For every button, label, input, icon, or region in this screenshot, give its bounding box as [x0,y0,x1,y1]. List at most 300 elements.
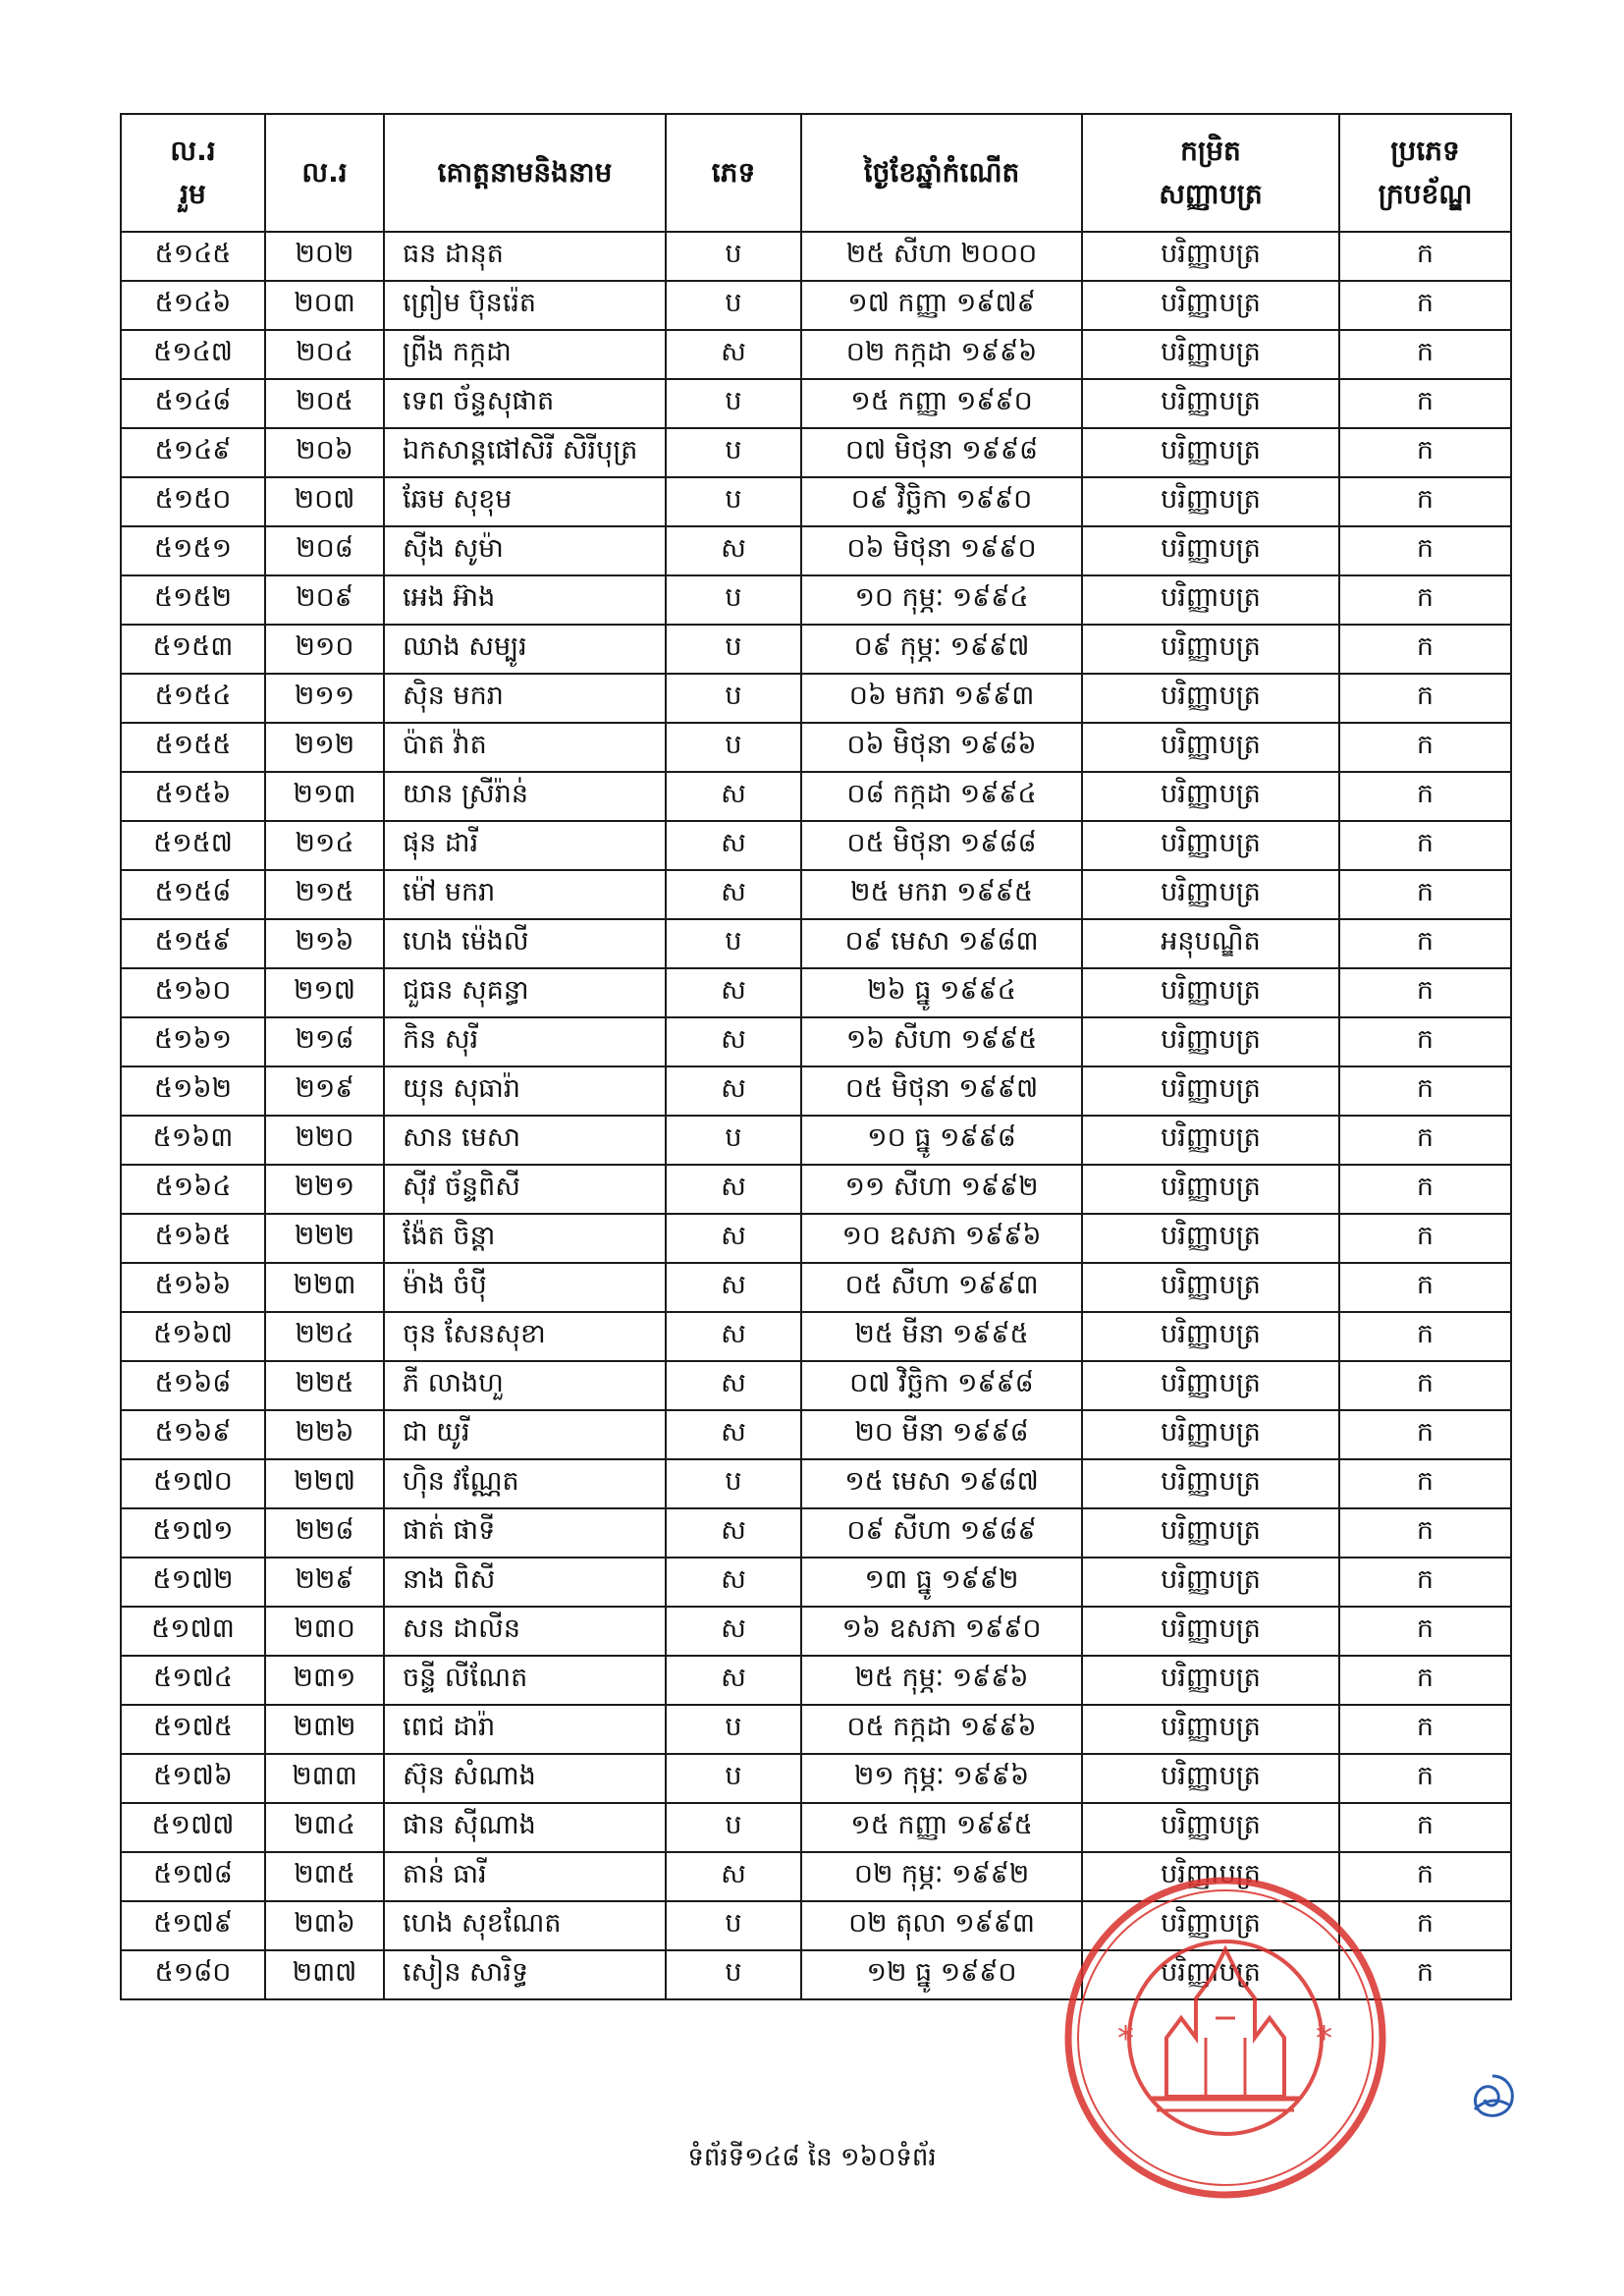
cell-sex: ស [666,1312,801,1361]
cell-degree-level: បរិញ្ញាបត្រ [1082,330,1339,379]
cell-full-name: តាន់ ធារី [384,1852,666,1901]
cell-date-of-birth: ១១ សីហា ១៩៩២ [801,1165,1082,1214]
cell-framework-type: ក [1339,625,1511,674]
cell-sex: ស [666,1852,801,1901]
cell-no: ២០៦ [265,428,384,477]
cell-degree-level: បរិញ្ញាបត្រ [1082,1214,1339,1263]
cell-full-name: ម៉ៅ មករា [384,870,666,919]
cell-framework-type: ក [1339,281,1511,330]
cell-total-no: ៥១៧៨ [121,1852,265,1901]
cell-date-of-birth: ២៥ មីនា ១៩៩៥ [801,1312,1082,1361]
cell-date-of-birth: ០៩ កុម្ភៈ ១៩៩៧ [801,625,1082,674]
cell-full-name: ជា យូរី [384,1410,666,1459]
cell-total-no: ៥១៥១ [121,526,265,575]
cell-date-of-birth: ២៥ កុម្ភៈ ១៩៩៦ [801,1656,1082,1705]
cell-framework-type: ក [1339,1656,1511,1705]
table-header-row [121,114,1511,232]
cell-date-of-birth: ០៦ មករា ១៩៩៣ [801,674,1082,723]
cell-sex: ប [666,281,801,330]
cell-total-no: ៥១៦៥ [121,1214,265,1263]
cell-degree-level: បរិញ្ញាបត្រ [1082,821,1339,870]
cell-framework-type: ក [1339,1017,1511,1066]
cell-no: ២២៩ [265,1558,384,1607]
cell-full-name: ព្រីង កក្កដា [384,330,666,379]
cell-no: ២១៥ [265,870,384,919]
cell-sex: ប [666,1705,801,1754]
cell-full-name: សន ដាលីន [384,1607,666,1656]
cell-date-of-birth: ០៩ វិច្ឆិកា ១៩៩០ [801,477,1082,526]
header-degree-level: កម្រិត សញ្ញាបត្រ [1082,114,1339,232]
cell-sex: ប [666,477,801,526]
cell-framework-type: ក [1339,919,1511,968]
cell-total-no: ៥១៨០ [121,1950,265,1999]
cell-degree-level: បរិញ្ញាបត្រ [1082,1950,1339,1999]
cell-full-name: ង៉ែត ចិន្តា [384,1214,666,1263]
cell-degree-level: បរិញ្ញាបត្រ [1082,772,1339,821]
table-row [121,1017,1511,1066]
table-row [121,1459,1511,1508]
cell-no: ២១៦ [265,919,384,968]
header-date-of-birth: ថ្ងៃខែឆ្នាំកំណើត [801,114,1082,232]
table-row [121,1607,1511,1656]
cell-date-of-birth: ២៦ ធ្នូ ១៩៩៤ [801,968,1082,1017]
cell-full-name: ហ៊ិន វណ្ណែត [384,1459,666,1508]
cell-full-name: ស៊ីង សូម៉ា [384,526,666,575]
cell-date-of-birth: ០២ កក្កដា ១៩៩៦ [801,330,1082,379]
cell-date-of-birth: ២០ មីនា ១៩៩៨ [801,1410,1082,1459]
cell-full-name: ផាត់ ផាទី [384,1508,666,1558]
cell-sex: ប [666,232,801,281]
cell-sex: ស [666,968,801,1017]
cell-total-no: ៥១៥០ [121,477,265,526]
table-row [121,1901,1511,1950]
cell-no: ២១១ [265,674,384,723]
cell-degree-level: បរិញ្ញាបត្រ [1082,428,1339,477]
cell-full-name: ផុន ដារី [384,821,666,870]
cell-sex: ស [666,821,801,870]
cell-sex: ស [666,1558,801,1607]
cell-date-of-birth: ០៩ សីហា ១៩៨៩ [801,1508,1082,1558]
cell-no: ២២២ [265,1214,384,1263]
cell-full-name: ចន្ទី លីណែត [384,1656,666,1705]
cell-degree-level: បរិញ្ញាបត្រ [1082,1116,1339,1165]
cell-sex: ប [666,1901,801,1950]
cell-sex: ស [666,1361,801,1410]
cell-date-of-birth: ២៥ មករា ១៩៩៥ [801,870,1082,919]
svg-text:*: * [1316,2019,1332,2058]
table-row [121,379,1511,428]
cell-framework-type: ក [1339,1508,1511,1558]
cell-total-no: ៥១៧១ [121,1508,265,1558]
table-row [121,1705,1511,1754]
cell-degree-level: បរិញ្ញាបត្រ [1082,281,1339,330]
cell-total-no: ៥១៧៤ [121,1656,265,1705]
signature-initials-icon [1465,2070,1520,2125]
table-row [121,1852,1511,1901]
cell-framework-type: ក [1339,1901,1511,1950]
cell-no: ២២៧ [265,1459,384,1508]
cell-total-no: ៥១៧៩ [121,1901,265,1950]
cell-sex: ស [666,1263,801,1312]
cell-framework-type: ក [1339,1852,1511,1901]
cell-framework-type: ក [1339,1803,1511,1852]
header-framework-type: ប្រភេទ ក្របខ័ណ្ឌ [1339,114,1511,232]
table-body [121,232,1511,1999]
cell-degree-level: បរិញ្ញាបត្រ [1082,723,1339,772]
cell-no: ២១៣ [265,772,384,821]
header-full-name: គោត្តនាមនិងនាម [384,114,666,232]
cell-no: ២០២ [265,232,384,281]
table-row [121,1116,1511,1165]
cell-no: ២០៧ [265,477,384,526]
cell-no: ២៣០ [265,1607,384,1656]
cell-full-name: ជួធន សុគន្ធា [384,968,666,1017]
cell-framework-type: ក [1339,821,1511,870]
table-row [121,968,1511,1017]
cell-no: ២០៣ [265,281,384,330]
cell-sex: ស [666,1656,801,1705]
cell-total-no: ៥១៧៥ [121,1705,265,1754]
cell-framework-type: ក [1339,1263,1511,1312]
cell-total-no: ៥១៦៩ [121,1410,265,1459]
table-row [121,477,1511,526]
cell-sex: ប [666,625,801,674]
cell-total-no: ៥១៧៣ [121,1607,265,1656]
cell-degree-level: បរិញ្ញាបត្រ [1082,526,1339,575]
cell-no: ២២៣ [265,1263,384,1312]
cell-degree-level: បរិញ្ញាបត្រ [1082,1459,1339,1508]
cell-no: ២០៨ [265,526,384,575]
cell-date-of-birth: ១៣ ធ្នូ ១៩៩២ [801,1558,1082,1607]
cell-degree-level: បរិញ្ញាបត្រ [1082,477,1339,526]
cell-no: ២១០ [265,625,384,674]
cell-full-name: ហេង សុខណែត [384,1901,666,1950]
cell-full-name: សាន មេសា [384,1116,666,1165]
cell-degree-level: បរិញ្ញាបត្រ [1082,1754,1339,1803]
cell-framework-type: ក [1339,1607,1511,1656]
cell-framework-type: ក [1339,1410,1511,1459]
cell-no: ២២៥ [265,1361,384,1410]
cell-total-no: ៥១៧៦ [121,1754,265,1803]
cell-no: ២៣១ [265,1656,384,1705]
cell-framework-type: ក [1339,330,1511,379]
cell-no: ២២១ [265,1165,384,1214]
cell-framework-type: ក [1339,1165,1511,1214]
cell-total-no: ៥១៦៣ [121,1116,265,1165]
cell-date-of-birth: ០៥ មិថុនា ១៩៨៨ [801,821,1082,870]
cell-framework-type: ក [1339,575,1511,625]
cell-degree-level: បរិញ្ញាបត្រ [1082,1607,1339,1656]
cell-sex: ប [666,1803,801,1852]
cell-sex: ប [666,1116,801,1165]
cell-full-name: ពេជ ដារ៉ា [384,1705,666,1754]
cell-no: ២១២ [265,723,384,772]
cell-full-name: ចុន សែនសុខា [384,1312,666,1361]
page-number: ទំព័រទី១៤៨ នៃ ១៦០ទំព័រ [687,2143,937,2172]
cell-date-of-birth: ០២ តុលា ១៩៩៣ [801,1901,1082,1950]
roster-table [120,113,1512,2000]
cell-full-name: ធន ដានុត [384,232,666,281]
cell-full-name: ភី លាងហួ [384,1361,666,1410]
cell-no: ២១៨ [265,1017,384,1066]
cell-full-name: ផាន ស៊ីណាង [384,1803,666,1852]
table-row [121,625,1511,674]
table-row [121,870,1511,919]
cell-full-name: ទេព ច័ន្ទសុផាត [384,379,666,428]
cell-full-name: អេង អ៊ាង [384,575,666,625]
cell-full-name: ឆែម សុខុម [384,477,666,526]
cell-no: ២២៤ [265,1312,384,1361]
table-row [121,1656,1511,1705]
cell-sex: ស [666,1508,801,1558]
table-row [121,1361,1511,1410]
cell-framework-type: ក [1339,1459,1511,1508]
cell-total-no: ៥១៥៧ [121,821,265,870]
cell-date-of-birth: ១២ ធ្នូ ១៩៩០ [801,1950,1082,1999]
table-row [121,1950,1511,1999]
cell-total-no: ៥១៥៥ [121,723,265,772]
cell-no: ២០៩ [265,575,384,625]
cell-sex: ប [666,1459,801,1508]
cell-degree-level: បរិញ្ញាបត្រ [1082,1361,1339,1410]
cell-sex: ស [666,1066,801,1116]
cell-total-no: ៥១៧៧ [121,1803,265,1852]
cell-date-of-birth: ២៥ សីហា ២០០០ [801,232,1082,281]
cell-framework-type: ក [1339,1361,1511,1410]
cell-date-of-birth: ០៥ មិថុនា ១៩៩៧ [801,1066,1082,1116]
cell-date-of-birth: ១០ កុម្ភៈ ១៩៩៤ [801,575,1082,625]
cell-framework-type: ក [1339,968,1511,1017]
cell-sex: ស [666,1165,801,1214]
cell-date-of-birth: ១៥ កញ្ញា ១៩៩៥ [801,1803,1082,1852]
cell-degree-level: បរិញ្ញាបត្រ [1082,1705,1339,1754]
cell-framework-type: ក [1339,526,1511,575]
table-row [121,772,1511,821]
cell-full-name: ស៊ីវ ច័ន្ទពិសី [384,1165,666,1214]
cell-sex: ប [666,428,801,477]
cell-total-no: ៥១៤៩ [121,428,265,477]
cell-framework-type: ក [1339,1312,1511,1361]
table-row [121,919,1511,968]
cell-total-no: ៥១៥៣ [121,625,265,674]
table-row [121,1312,1511,1361]
cell-full-name: យាន ស្រីរ៉ាន់ [384,772,666,821]
cell-no: ២៣៧ [265,1950,384,1999]
table-row [121,1066,1511,1116]
cell-full-name: ប៉ាត វ៉ាត [384,723,666,772]
cell-full-name: ហេង ម៉េងលី [384,919,666,968]
cell-sex: ប [666,575,801,625]
cell-no: ២៣៥ [265,1852,384,1901]
cell-sex: ប [666,379,801,428]
cell-full-name: នាង ពិសី [384,1558,666,1607]
cell-sex: ស [666,1607,801,1656]
cell-no: ២២៨ [265,1508,384,1558]
cell-framework-type: ក [1339,428,1511,477]
cell-framework-type: ក [1339,723,1511,772]
cell-date-of-birth: ១៦ ឧសភា ១៩៩០ [801,1607,1082,1656]
cell-sex: ស [666,870,801,919]
cell-degree-level: បរិញ្ញាបត្រ [1082,968,1339,1017]
cell-degree-level: បរិញ្ញាបត្រ [1082,1165,1339,1214]
cell-total-no: ៥១៤៥ [121,232,265,281]
table-row [121,674,1511,723]
cell-degree-level: បរិញ្ញាបត្រ [1082,1066,1339,1116]
cell-date-of-birth: ១៧ កញ្ញា ១៩៧៩ [801,281,1082,330]
cell-degree-level: បរិញ្ញាបត្រ [1082,379,1339,428]
cell-framework-type: ក [1339,1116,1511,1165]
cell-degree-level: បរិញ្ញាបត្រ [1082,1410,1339,1459]
cell-no: ២១៧ [265,968,384,1017]
cell-total-no: ៥១៥៦ [121,772,265,821]
cell-framework-type: ក [1339,1754,1511,1803]
cell-total-no: ៥១៧២ [121,1558,265,1607]
cell-date-of-birth: ០៦ មិថុនា ១៩៩០ [801,526,1082,575]
cell-framework-type: ក [1339,870,1511,919]
table-row [121,575,1511,625]
cell-degree-level: បរិញ្ញាបត្រ [1082,674,1339,723]
cell-total-no: ៥១៤៨ [121,379,265,428]
cell-degree-level: បរិញ្ញាបត្រ [1082,1263,1339,1312]
cell-no: ២១៤ [265,821,384,870]
cell-degree-level: បរិញ្ញាបត្រ [1082,232,1339,281]
cell-total-no: ៥១៥២ [121,575,265,625]
table-row [121,1165,1511,1214]
cell-degree-level: បរិញ្ញាបត្រ [1082,625,1339,674]
cell-no: ២៣៦ [265,1901,384,1950]
cell-framework-type: ក [1339,674,1511,723]
cell-date-of-birth: ០៦ មិថុនា ១៩៨៦ [801,723,1082,772]
cell-degree-level: បរិញ្ញាបត្រ [1082,1558,1339,1607]
table-row [121,526,1511,575]
table-row [121,330,1511,379]
cell-no: ២៣៣ [265,1754,384,1803]
cell-total-no: ៥១៥៨ [121,870,265,919]
table-row [121,1558,1511,1607]
cell-sex: ប [666,674,801,723]
cell-total-no: ៥១៦៦ [121,1263,265,1312]
cell-degree-level: បរិញ្ញាបត្រ [1082,1508,1339,1558]
cell-sex: ស [666,526,801,575]
cell-date-of-birth: ០៩ មេសា ១៩៨៣ [801,919,1082,968]
header-sex: ភេទ [666,114,801,232]
cell-date-of-birth: ០៨ កក្កដា ១៩៩៤ [801,772,1082,821]
cell-date-of-birth: ០៥ កក្កដា ១៩៩៦ [801,1705,1082,1754]
cell-total-no: ៥១៦៧ [121,1312,265,1361]
cell-full-name: ស៊ុន សំណាង [384,1754,666,1803]
cell-no: ២៣២ [265,1705,384,1754]
table-row [121,1754,1511,1803]
cell-degree-level: អនុបណ្ឌិត [1082,919,1339,968]
cell-date-of-birth: ១៥ មេសា ១៩៨៧ [801,1459,1082,1508]
cell-sex: ស [666,330,801,379]
cell-sex: ប [666,919,801,968]
cell-total-no: ៥១៦៤ [121,1165,265,1214]
cell-no: ២០៤ [265,330,384,379]
cell-full-name: ឈាង សម្បូរ [384,625,666,674]
cell-sex: ស [666,1214,801,1263]
cell-full-name: សៀន សារិទ្ធ [384,1950,666,1999]
cell-sex: ប [666,1950,801,1999]
cell-framework-type: ក [1339,477,1511,526]
table-row [121,281,1511,330]
cell-no: ២២៦ [265,1410,384,1459]
header-total-no: ល.រ រួម [121,114,265,232]
cell-degree-level: បរិញ្ញាបត្រ [1082,1312,1339,1361]
cell-framework-type: ក [1339,1214,1511,1263]
table-row [121,723,1511,772]
cell-total-no: ៥១៤៦ [121,281,265,330]
table-row [121,1263,1511,1312]
cell-framework-type: ក [1339,1950,1511,1999]
cell-framework-type: ក [1339,1066,1511,1116]
cell-full-name: ម៉ាង ចំប៉ី [384,1263,666,1312]
cell-total-no: ៥១៥៤ [121,674,265,723]
cell-framework-type: ក [1339,772,1511,821]
cell-full-name: ស៊ិន មករា [384,674,666,723]
cell-total-no: ៥១៦៨ [121,1361,265,1410]
table-row [121,1508,1511,1558]
cell-sex: ប [666,723,801,772]
cell-no: ២២០ [265,1116,384,1165]
cell-date-of-birth: ០៧ វិច្ឆិកា ១៩៩៨ [801,1361,1082,1410]
cell-degree-level: បរិញ្ញាបត្រ [1082,1017,1339,1066]
cell-date-of-birth: ១៦ សីហា ១៩៩៥ [801,1017,1082,1066]
cell-total-no: ៥១៦០ [121,968,265,1017]
cell-degree-level: បរិញ្ញាបត្រ [1082,1656,1339,1705]
cell-framework-type: ក [1339,379,1511,428]
cell-date-of-birth: ០៧ មិថុនា ១៩៩៨ [801,428,1082,477]
cell-no: ២០៥ [265,379,384,428]
table-row [121,1214,1511,1263]
header-no: ល.រ [265,114,384,232]
cell-date-of-birth: ១៥ កញ្ញា ១៩៩០ [801,379,1082,428]
cell-full-name: ឯកសាន្តផៅសិរី សិរីបុត្រ [384,428,666,477]
cell-degree-level: បរិញ្ញាបត្រ [1082,1803,1339,1852]
cell-degree-level: បរិញ្ញាបត្រ [1082,575,1339,625]
table-row [121,821,1511,870]
table-row [121,1410,1511,1459]
cell-full-name: យុន សុធារ៉ា [384,1066,666,1116]
cell-date-of-birth: ១០ ធ្នូ ១៩៩៨ [801,1116,1082,1165]
cell-full-name: កិន សុរី [384,1017,666,1066]
cell-total-no: ៥១៦១ [121,1017,265,1066]
table-row [121,1803,1511,1852]
cell-total-no: ៥១៦២ [121,1066,265,1116]
cell-date-of-birth: ២១ កុម្ភៈ ១៩៩៦ [801,1754,1082,1803]
table-row [121,428,1511,477]
cell-total-no: ៥១៧០ [121,1459,265,1508]
cell-degree-level: បរិញ្ញាបត្រ [1082,1901,1339,1950]
cell-sex: ប [666,1754,801,1803]
cell-framework-type: ក [1339,1705,1511,1754]
cell-degree-level: បរិញ្ញាបត្រ [1082,870,1339,919]
cell-degree-level: បរិញ្ញាបត្រ [1082,1852,1339,1901]
table-row [121,232,1511,281]
cell-date-of-birth: ១០ ឧសភា ១៩៩៦ [801,1214,1082,1263]
cell-sex: ស [666,1017,801,1066]
cell-date-of-birth: ០២ កុម្ភៈ ១៩៩២ [801,1852,1082,1901]
cell-date-of-birth: ០៥ សីហា ១៩៩៣ [801,1263,1082,1312]
cell-no: ២៣៤ [265,1803,384,1852]
cell-full-name: ព្រៀម ប៊ុនរ៉េត [384,281,666,330]
svg-text:*: * [1117,2019,1134,2058]
cell-framework-type: ក [1339,232,1511,281]
cell-sex: ស [666,772,801,821]
cell-sex: ស [666,1410,801,1459]
cell-no: ២១៩ [265,1066,384,1116]
cell-total-no: ៥១៤៧ [121,330,265,379]
